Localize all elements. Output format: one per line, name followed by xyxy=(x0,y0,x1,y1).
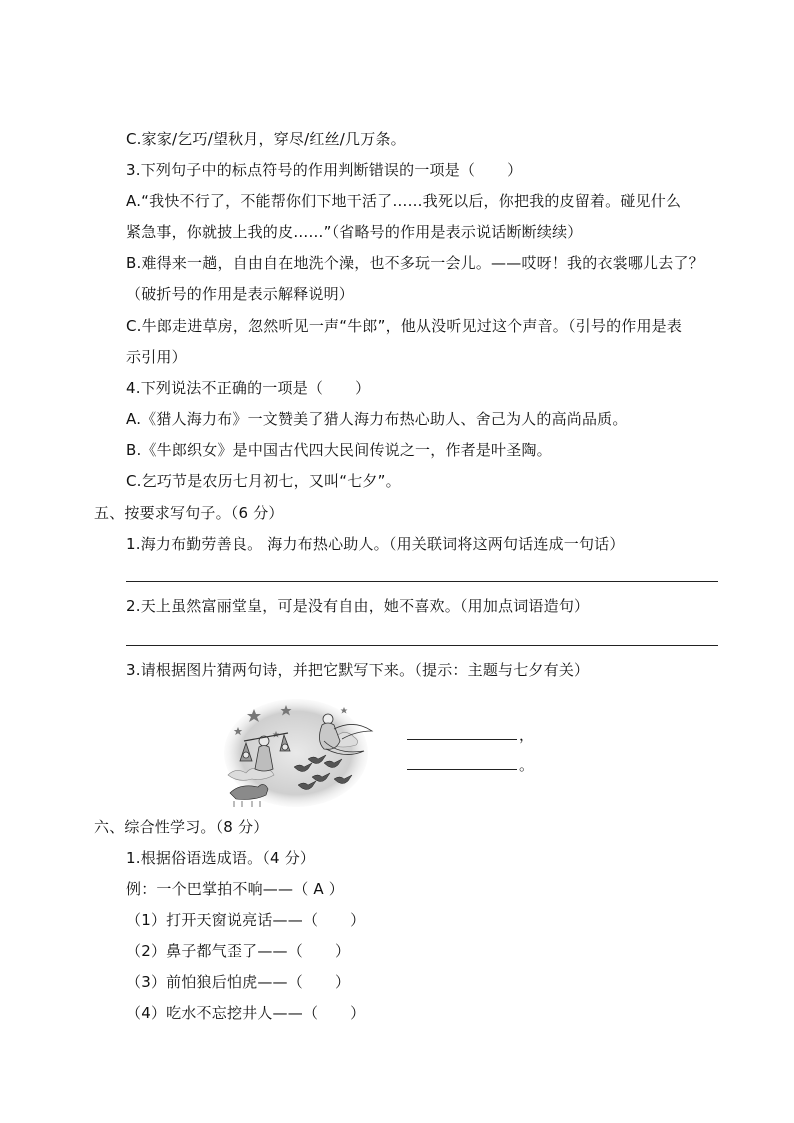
verse-blank-1[interactable] xyxy=(407,725,517,740)
q4-item3-option-a-line1: A.“我快不行了，不能帮你们下地干活了……我死以后，你把我的皮留着。碰见什么 xyxy=(126,192,682,210)
q6-sub1-close: ） xyxy=(350,911,366,929)
q4-item3-stem xyxy=(126,160,522,180)
q5-verse-line1 xyxy=(407,725,534,745)
q4-item3-option-b-line1: B.难得来一趟，自由自在地洗个澡，也不多玩一会儿。——哎呀！我的衣裳哪儿去了？ xyxy=(126,254,704,272)
q6-sub3 xyxy=(126,972,350,992)
q4-prev-c-option: C.家家/乞巧/望秋月，穿尽/红丝/几万条。 xyxy=(126,130,406,148)
q5-item1-answer-line[interactable] xyxy=(126,581,718,582)
q4-item4-option-c: C.乞巧节是农历七月初七，又叫“七夕”。 xyxy=(126,472,401,490)
verse-blank-2[interactable] xyxy=(407,755,517,770)
q4-item3-option-a-line2: 紧急事，你就披上我的皮……”（省略号的作用是表示说话断断续续） xyxy=(126,223,583,241)
q4-item4-stem-close: ） xyxy=(355,379,371,397)
q6-sub1 xyxy=(126,910,365,930)
q4-item3-option-c-line2: 示引用） xyxy=(126,348,187,366)
q5-heading: 五、按要求写句子。（6 分） xyxy=(94,504,284,522)
q6-sub2-text: （2）鼻子都气歪了——（ xyxy=(126,942,303,960)
q5-item2-answer-line[interactable] xyxy=(126,645,718,646)
q4-item4-stem-text: 4.下列说法不正确的一项是（ xyxy=(126,379,324,397)
q6-example: 例：一个巴掌拍不响——（ A ） xyxy=(126,880,344,898)
q5-item3: 3.请根据图片猜两句诗，并把它默写下来。（提示：主题与七夕有关） xyxy=(126,661,590,679)
q4-item4-option-a: A.《猎人海力布》一文赞美了猎人海力布热心助人、舍己为人的高尚品质。 xyxy=(126,410,628,428)
verse-line2-period: 。 xyxy=(519,756,535,774)
q6-sub4-close: ） xyxy=(350,1004,366,1022)
q4-item4-option-b: B.《牛郎织女》是中国古代四大民间传说之一，作者是叶圣陶。 xyxy=(126,441,552,459)
q6-sub3-text: （3）前怕狼后怕虎——（ xyxy=(126,973,303,991)
q4-item3-stem-text: 3.下列句子中的标点符号的作用判断错误的一项是（ xyxy=(126,161,476,179)
q5-item1: 1.海力布勤劳善良。 海力布热心助人。（用关联词将这两句话连成一句话） xyxy=(126,535,625,553)
niulang-zhinu-illustration xyxy=(224,697,382,809)
q6-sub2-close: ） xyxy=(334,942,351,960)
q6-sub4-text: （4）吃水不忘挖井人——（ xyxy=(126,1004,319,1022)
q6-sub4 xyxy=(126,1003,365,1023)
q4-item3-stem-close: ） xyxy=(507,161,523,179)
q5-verse-line2 xyxy=(407,755,534,775)
q4-item3-option-b-line2: （破折号的作用是表示解释说明） xyxy=(126,285,355,303)
q6-sub1-text: （1）打开天窗说亮话——（ xyxy=(126,911,319,929)
q6-item1: 1.根据俗语选成语。（4 分） xyxy=(126,849,316,867)
q6-heading: 六、综合性学习。（8 分） xyxy=(94,818,269,836)
q6-sub2 xyxy=(126,941,350,961)
q4-item4-stem xyxy=(126,378,370,398)
q5-item2: 2.天上虽然富丽堂皇，可是没有自由，她不喜欢。（用加点词语造句） xyxy=(126,597,590,615)
q6-sub3-close: ） xyxy=(334,973,351,991)
q4-item3-option-c-line1: C.牛郎走进草房，忽然听见一声“牛郎”，他从没听见过这个声音。（引号的作用是表 xyxy=(126,317,683,335)
verse-line1-comma: ， xyxy=(519,726,535,744)
